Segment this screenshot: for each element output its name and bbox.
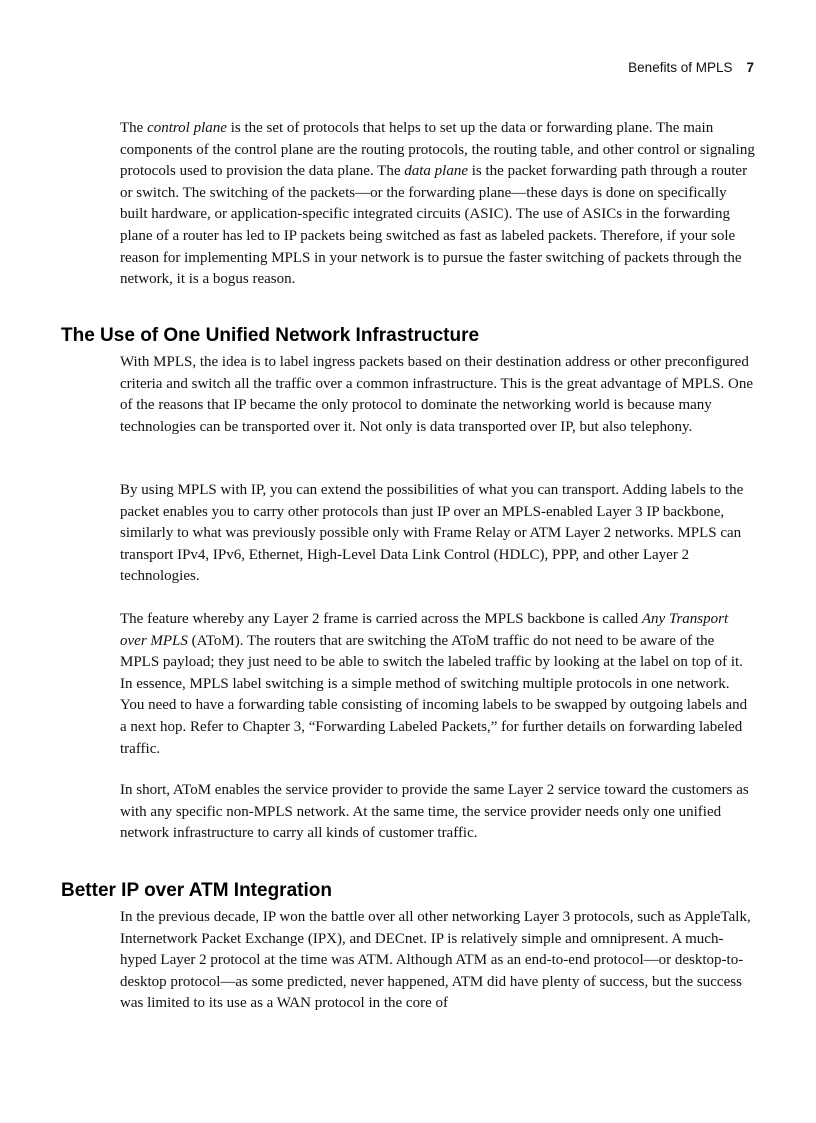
- paragraph-previous-decade: [120, 907, 756, 1015]
- text-run: (AToM). The routers that are switching the AToM traffic do not need to be aware of the MPLS payload; they just need to be able to switch the labeled traffic by looking at the label on top of it. In essence, MPLS label switching is a simple method of switching multiple protocols in one network. You need to have a forwarding table consisting of incoming labels to be swapped by outgoing labels and a next hop. Refer to Chapter 3, “Forwarding Labeled Packets,” for further details on forwarding labeled traffic.: [120, 632, 748, 757]
- paragraph-control-plane: [120, 118, 756, 291]
- italic-term: data plane: [404, 163, 468, 180]
- text-run: With MPLS, the idea is to label ingress packets based on their destination address or other preconfigured criteria and switch all the traffic over a common infrastructure. This is the great advantage of MPLS. One of the reasons that IP became the only protocol to dominate the networking world is because many technologies can be transported over it. Not only is data transported over IP, but also telephony.: [120, 354, 753, 435]
- paragraph-mpls-idea: [120, 352, 756, 438]
- text-run: is the set of protocols that helps to set up the data or forwarding plane. The main components of the control plane are the routing protocols, the routing table, and other control or signaling protocols used to provision the data plane. The: [120, 120, 755, 180]
- section-heading-unified-infrastructure: The Use of One Unified Network Infrastructure: [61, 325, 480, 346]
- running-head: [628, 60, 754, 75]
- running-head-title: Benefits of MPLS: [628, 60, 733, 75]
- italic-term: Any Transport over MPLS: [120, 611, 729, 649]
- page-number: 7: [746, 60, 754, 75]
- paragraph-atom-summary: [120, 780, 756, 845]
- italic-term: control plane: [147, 120, 227, 136]
- paragraph-atom: [120, 609, 756, 760]
- text-run: The feature whereby any Layer 2 frame is carried across the MPLS backbone is called: [120, 611, 642, 627]
- text-run: In short, AToM enables the service provider to provide the same Layer 2 service toward the customers as with any specific non-MPLS network. At the same time, the service provider needs only one unified network infrastructure to carry all kinds of customer traffic.: [120, 782, 749, 842]
- text-run: In the previous decade, IP won the battle over all other networking Layer 3 protocols, such as AppleTalk, Internetwork Packet Exchange (IPX), and DECnet. IP is relatively simple and omnipresent. A much-hyped Layer 2 protocol at the time was ATM. Although ATM as an end-to-end protocol—or desktop-to-desktop protocol—as some predicted, never happened, ATM did have plenty of success, but the success was limited to its use as a WAN protocol in the core of: [120, 909, 751, 1012]
- text-run: The: [120, 120, 148, 136]
- section-heading-ip-over-atm: Better IP over ATM Integration: [61, 880, 332, 901]
- text-run: is the packet forwarding path through a router or switch. The switching of the packets—or the forwarding plane—these days is done on specifically built hardware, or application-specific integrated circuits (ASIC). The use of ASICs in the forwarding plane of a router has led to IP packets being switched as fast as labeled packets. Therefore, if your sole reason for implementing MPLS in your network is to pursue the faster switching of packets through the network, it is a bogus reason.: [120, 163, 748, 288]
- text-run: By using MPLS with IP, you can extend the possibilities of what you can transport. Adding labels to the packet enables you to carry other protocols than just IP over an MPLS-enabled Layer 3 IP backbone, similarly to what was previously possible only with Frame Relay or ATM Layer 2 networks. MPLS can transport IPv4, IPv6, Ethernet, High-Level Data Link Control (HDLC), PPP, and other Layer 2 technologies.: [120, 482, 744, 585]
- paragraph-mpls-with-ip: [120, 480, 756, 588]
